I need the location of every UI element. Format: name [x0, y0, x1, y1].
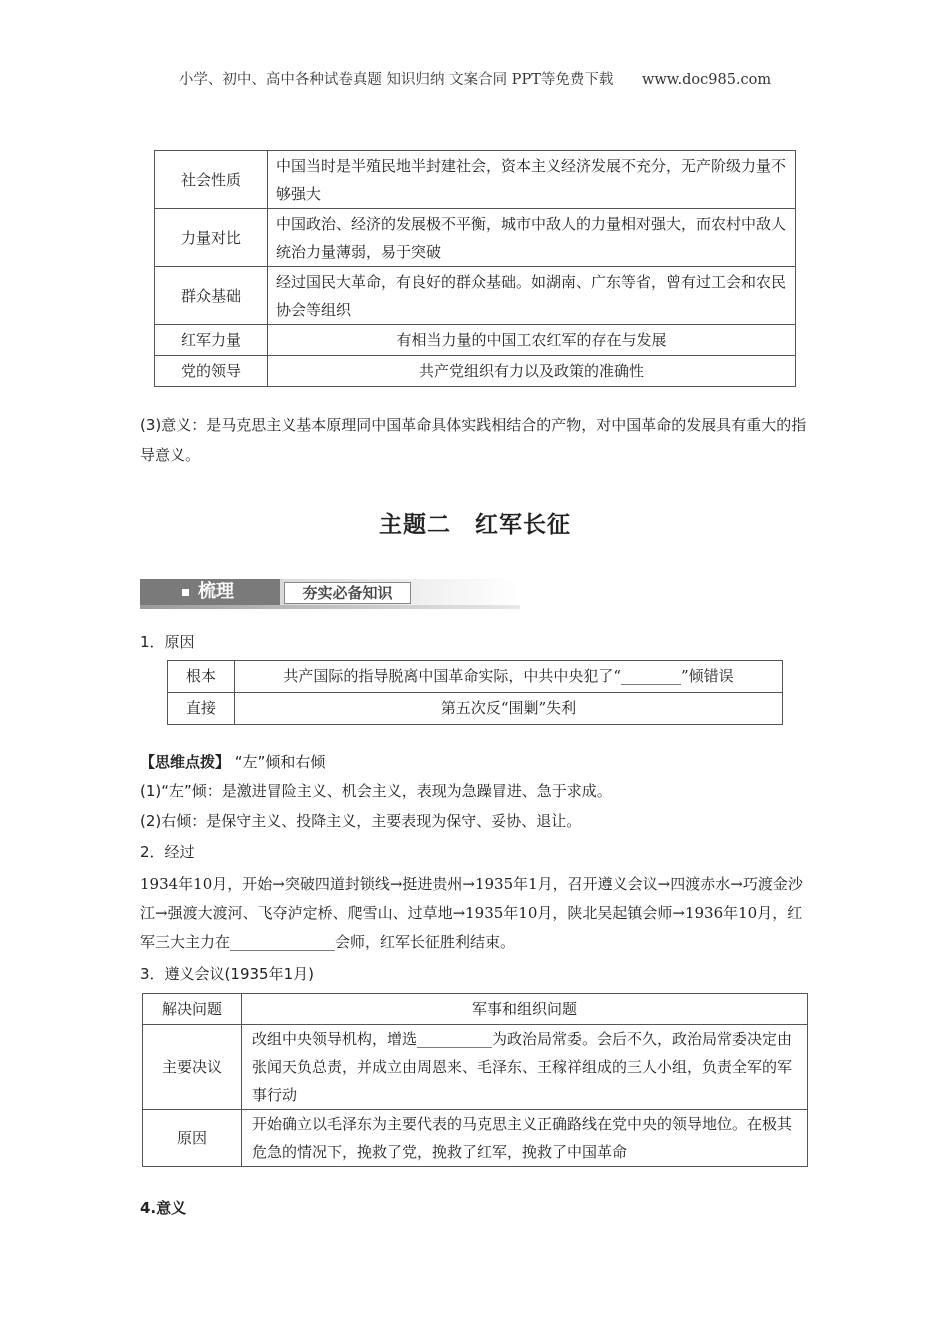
- conditions-table: [154, 150, 796, 387]
- table-cell-value: 有相当力量的中国工农红军的存在与发展: [268, 325, 796, 356]
- header-text: 小学、初中、高中各种试卷真题 知识归纳 文案合同 PPT等免费下载: [178, 72, 614, 88]
- table-cell-value: 共产党组织有力以及政策的准确性: [268, 356, 796, 387]
- table-cell-key: 社会性质: [155, 151, 268, 209]
- table-row: [155, 267, 796, 325]
- square-bullet-icon: [182, 589, 189, 596]
- table-row: [143, 994, 808, 1025]
- table-row: [155, 356, 796, 387]
- banner-label: 梳理: [198, 581, 234, 602]
- table-cell-key: 党的领导: [155, 356, 268, 387]
- significance-paragraph: (3)意义：是马克思主义基本原理同中国革命具体实践相结合的产物，对中国革命的发展具有重大的指导意义。: [140, 416, 807, 464]
- table-cell-key: 原因: [143, 1110, 242, 1167]
- table-cell-value: 中国政治、经济的发展极不平衡，城市中敌人的力量相对强大，而农村中敌人统治力量薄弱，易于突破: [268, 209, 796, 267]
- tip-heading: [140, 750, 325, 774]
- zunyi-table: [142, 993, 808, 1167]
- table-cell-key: 群众基础: [155, 267, 268, 325]
- table-cell-key: 根本: [168, 661, 235, 693]
- table-cell-value: 改组中央领导机构，增选__________为政治局常委。会后不久，政治局常委决定由张闻天负总责，并成立由周恩来、毛泽东、王稼祥组成的三人小组，负责全军的军事行动: [242, 1025, 808, 1110]
- table-row: [143, 1110, 808, 1167]
- table-row: [155, 209, 796, 267]
- table-row: [168, 693, 783, 725]
- table-cell-value: 中国当时是半殖民地半封建社会，资本主义经济发展不充分，无产阶级力量不够强大: [268, 151, 796, 209]
- table-cell-key: 直接: [168, 693, 235, 725]
- table-cell-value: 开始确立以毛泽东为主要代表的马克思主义正确路线在党中央的领导地位。在极其危急的情况下，挽救了党，挽救了红军，挽救了中国革命: [242, 1110, 808, 1167]
- table-cell-value: 军事和组织问题: [242, 994, 808, 1025]
- tip-line-left: (1)“左”倾：是激进冒险主义、机会主义，表现为急躁冒进、急于求成。: [140, 782, 612, 800]
- header-url[interactable]: www.doc985.com: [641, 72, 772, 88]
- table-cell-key: 解决问题: [143, 994, 242, 1025]
- tip-label: 【思维点拨】: [140, 753, 231, 771]
- cause-table: [167, 660, 783, 725]
- topic-title: 主题二 红军长征: [379, 512, 571, 538]
- table-cell-value: 经过国民大革命，有良好的群众基础。如湖南、广东等省，曾有过工会和农民协会等组织: [268, 267, 796, 325]
- section-title-zunyi: 3．遵义会议(1935年1月): [140, 965, 314, 983]
- page-header: [0, 68, 950, 89]
- process-paragraph: 1934年10月，开始→突破四道封锁线→挺进贵州→1935年1月，召开遵义会议→四渡赤水→巧渡金沙江→强渡大渡河、飞夺泸定桥、爬雪山、过草地→1935年10月，陕北吴起镇会师→1936年10月，红军三大主力在______________会师，红军长征胜利结束。: [140, 875, 803, 951]
- section-banner: [140, 579, 520, 611]
- table-cell-value: 共产国际的指导脱离中国革命实际，中共中央犯了“________”倾错误: [235, 661, 783, 693]
- banner-label-block: [140, 579, 280, 605]
- table-row: [143, 1025, 808, 1110]
- section-title-significance: 4.意义: [140, 1199, 187, 1217]
- banner-underline: [140, 605, 520, 609]
- table-cell-key: 力量对比: [155, 209, 268, 267]
- tip-line-right: (2)右倾：是保守主义、投降主义，主要表现为保守、妥协、退让。: [140, 812, 582, 830]
- section-title-cause: 1．原因: [140, 633, 195, 651]
- banner-subtitle: 夯实必备知识: [284, 582, 411, 604]
- table-cell-key: 主要决议: [143, 1025, 242, 1110]
- section-title-process: 2．经过: [140, 843, 195, 861]
- tip-title: “左”倾和右倾: [234, 753, 326, 771]
- table-cell-key: 红军力量: [155, 325, 268, 356]
- table-cell-value: 第五次反“围剿”失利: [235, 693, 783, 725]
- table-row: [155, 325, 796, 356]
- table-row: [168, 661, 783, 693]
- table-row: [155, 151, 796, 209]
